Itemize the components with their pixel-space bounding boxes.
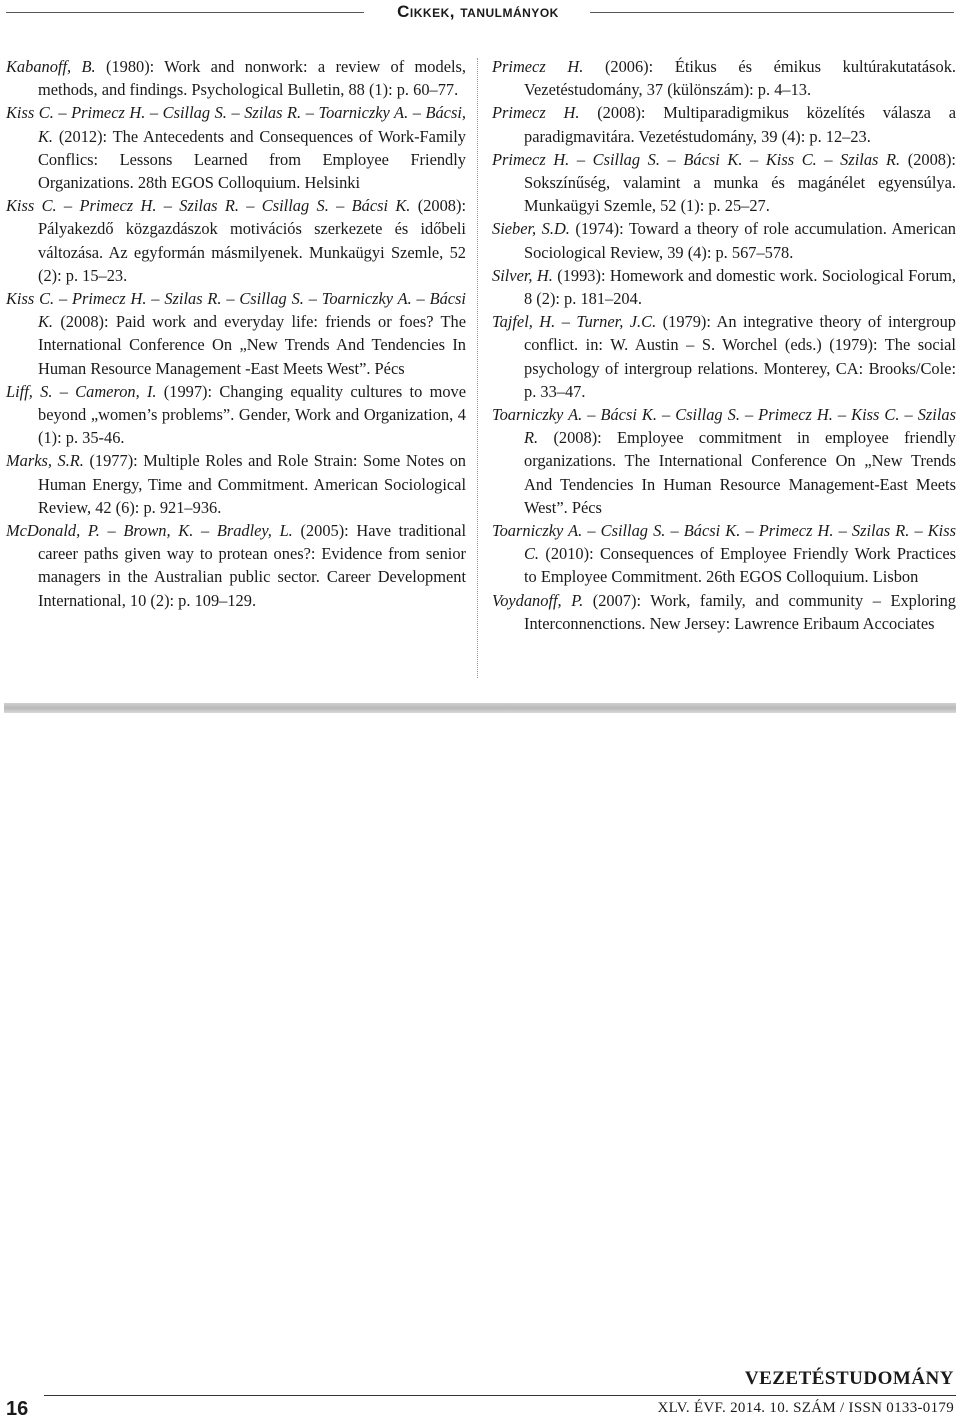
reference-details: (2007): Work, family, and community – Exploring Interconnenctions. New Jersey: Lawrence Eribaum Accociates bbox=[524, 590, 956, 633]
reference-details: (1980): Work and nonwork: a review of models, methods, and findings. Psychological Bulletin, 88 (1): p. 60–77. bbox=[38, 57, 467, 100]
reference-authors: Tajfel, H. – Turner, J.C. bbox=[492, 312, 657, 332]
reference-details: (2005): Have traditional career paths given way to protean ones?: Evidence from senior managers in the Australian public sector. Career Development International, 10 (2): p. 109–129. bbox=[38, 521, 466, 610]
reference-entry bbox=[6, 55, 466, 101]
reference-authors: Primecz H. bbox=[492, 103, 580, 123]
reference-details: (2012): The Antecedents and Consequences of Work-Family Conflics: Lessons Learned from Employee Friendly Organizations. 28th EGOS Colloquium. Helsinki bbox=[38, 126, 466, 193]
reference-entry bbox=[6, 449, 466, 519]
reference-entry bbox=[6, 101, 466, 194]
reference-entry bbox=[492, 403, 956, 519]
reference-details: (1997): Changing equality cultures to move beyond „women’s problems”. Gender, Work and Organization, 4 (1): p. 35-46. bbox=[38, 381, 466, 448]
page-number: 16 bbox=[6, 1398, 29, 1420]
reference-authors: Marks, S.R. bbox=[6, 451, 84, 471]
references-left-column bbox=[6, 55, 466, 612]
reference-entry bbox=[492, 310, 956, 403]
reference-authors: Kabanoff, B. bbox=[6, 57, 96, 76]
reference-authors: Silver, H. bbox=[492, 265, 553, 285]
reference-entry bbox=[492, 55, 956, 101]
reference-authors: Primecz H. – Csillag S. – Bácsi K. – Kiss C. – Szilas R. bbox=[492, 149, 901, 169]
reference-entry bbox=[492, 519, 956, 589]
section-title: Cikkek, tanulmányok bbox=[397, 2, 559, 21]
header-rule-left bbox=[6, 12, 364, 13]
reference-authors: Voydanoff, P. bbox=[492, 590, 584, 610]
reference-authors: Toarniczky A. – Csillag S. – Bácsi K. – Primecz H. – Szilas R. – Kiss C. bbox=[492, 521, 956, 564]
reference-details: (2008): Pályakezdő közgazdászok motivációs szerkezete és időbeli változása. Az egyformán másmilyenek. Munkaügyi Szemle, 52 (2): p. 15–23. bbox=[38, 196, 466, 285]
running-header bbox=[0, 0, 960, 26]
reference-entry bbox=[6, 519, 466, 612]
reference-entry bbox=[492, 589, 956, 635]
reference-details: (2008): Paid work and everyday life: friends or foes? The International Conference On „New Trends And Tendencies In Human Resource Management -East Meets West”. Pécs bbox=[38, 312, 466, 378]
reference-authors: Kiss C. – Primecz H. – Szilas R. – Csillag S. – Bácsi K. bbox=[6, 196, 411, 216]
reference-authors: Liff, S. – Cameron, I. bbox=[6, 381, 157, 401]
reference-details: (1977): Multiple Roles and Role Strain: Some Notes on Human Energy, Time and Commitment. American Sociological Review, 42 (6): p. 921–936. bbox=[38, 451, 467, 517]
reference-entry bbox=[6, 287, 466, 380]
reference-details: (1979): An integrative theory of intergroup conflict. in: W. Austin – S. Worchel (eds.) (1979): The social psychology of intergroup relations. Monterey, CA: Brooks/Cole: p. 33–47. bbox=[524, 312, 956, 401]
reference-entry bbox=[6, 380, 466, 450]
reference-authors: McDonald, P. – Brown, K. – Bradley, L. bbox=[6, 521, 293, 541]
reference-entry bbox=[492, 217, 956, 263]
references-right-column bbox=[492, 55, 956, 635]
reference-details: (2006): Étikus és émikus kultúrakutatások. Vezetéstudomány, 37 (különszám): p. 4–13. bbox=[524, 57, 956, 100]
reference-entry bbox=[6, 194, 466, 287]
reference-details: (2010): Consequences of Employee Friendly Work Practices to Employee Commitment. 26th EGOS Colloquium. Lisbon bbox=[524, 544, 956, 587]
journal-logo: VEZETÉSTUDOMÁNY bbox=[744, 1368, 954, 1389]
reference-details: (2008): Multiparadigmikus közelítés válasza a paradigmavitára. Vezetéstudomány, 39 (4): p. 12–23. bbox=[524, 103, 956, 146]
reference-authors: Sieber, S.D. bbox=[492, 219, 570, 239]
reference-authors: Toarniczky A. – Bácsi K. – Csillag S. – Primecz H. – Kiss C. – Szilas R. bbox=[492, 405, 956, 448]
page-divider-band bbox=[4, 703, 956, 713]
reference-details: (1974): Toward a theory of role accumulation. American Sociological Review, 39 (4): p. 567–578. bbox=[524, 219, 956, 262]
reference-authors: Kiss C. – Primecz H. – Szilas R. – Csillag S. – Toarniczky A. – Bácsi K. bbox=[6, 289, 466, 332]
reference-details: (2008): Employee commitment in employee friendly organizations. The International Conference On „New Trends And Tendencies In Human Resource Management-East Meets West”. Pécs bbox=[524, 428, 956, 517]
header-rule-right bbox=[590, 12, 954, 13]
reference-entry bbox=[492, 264, 956, 310]
reference-details: (1993): Homework and domestic work. Sociological Forum, 8 (2): p. 181–204. bbox=[524, 265, 956, 309]
reference-authors: Kiss C. – Primecz H. – Csillag S. – Szilas R. – Toarniczky A. – Bácsi, K. bbox=[6, 103, 466, 146]
footer-rule bbox=[44, 1395, 956, 1396]
column-separator bbox=[477, 58, 478, 678]
reference-authors: Primecz H. bbox=[492, 57, 584, 76]
reference-details: (2008): Sokszínűség, valamint a munka és magánélet egyensúlya. Munkaügyi Szemle, 52 (1): p. 25–27. bbox=[524, 149, 956, 216]
reference-entry bbox=[492, 101, 956, 147]
reference-entry bbox=[492, 148, 956, 218]
issue-info: XLV. ÉVF. 2014. 10. SZÁM / ISSN 0133-0179 bbox=[657, 1400, 954, 1416]
